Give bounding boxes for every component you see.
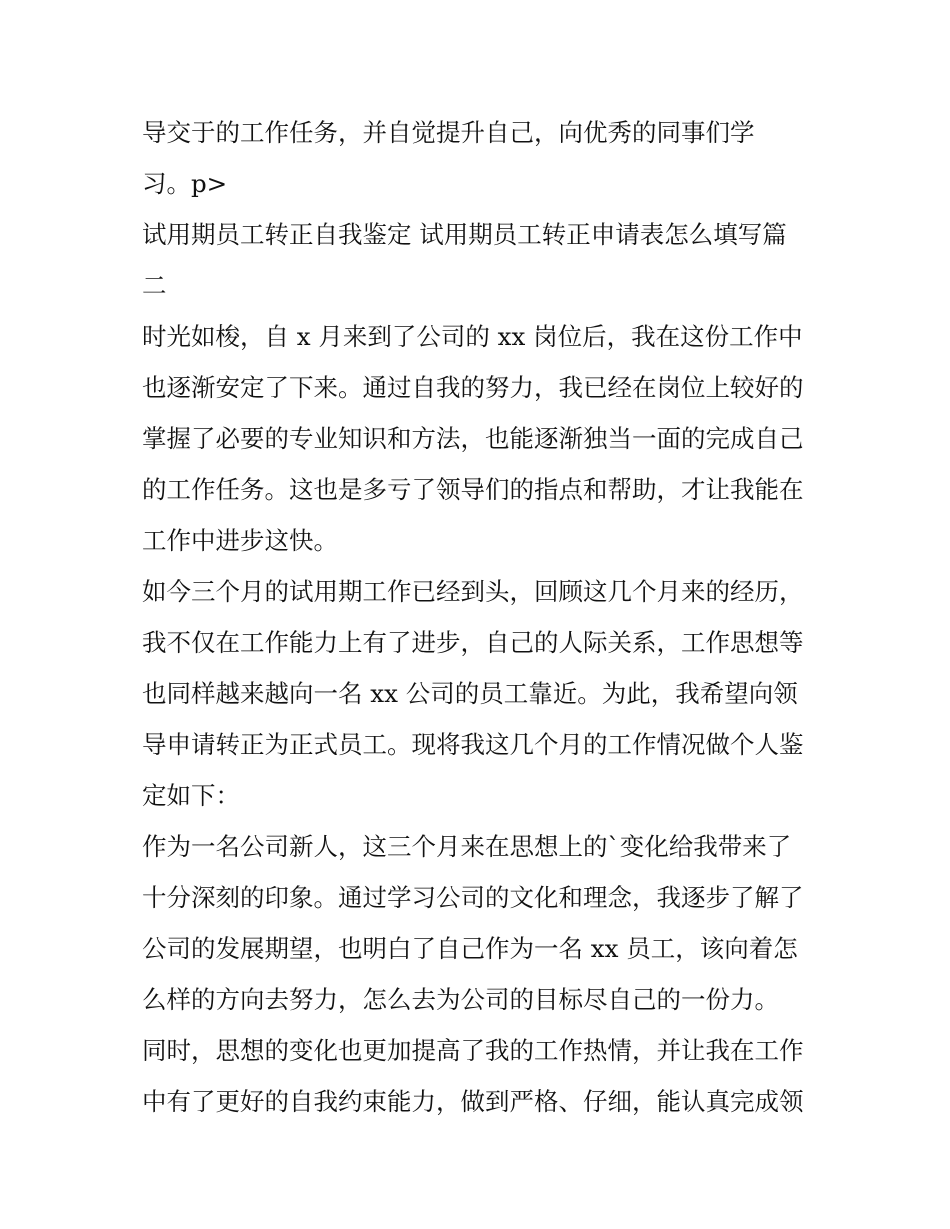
text-line: 也逐渐安定了下来。通过自我的努力，我已经在岗位上较好的	[142, 373, 804, 402]
section-heading-line: 二	[142, 271, 167, 300]
text-line: 同时，思想的变化也更加提高了我的工作热情，并让我在工作	[142, 1036, 804, 1065]
text-line: 也同样越来越向一名 xx 公司的员工靠近。为此，我希望向领	[142, 679, 798, 708]
text-line: 工作中进步这快。	[142, 526, 338, 555]
text-line: 习。p>	[142, 169, 228, 198]
text-line: 作为一名公司新人，这三个月来在思想上的`变化给我带来了	[142, 832, 792, 861]
text-line: 导申请转正为正式员工。现将我这几个月的工作情况做个人鉴	[142, 730, 804, 759]
text-line: 公司的发展期望，也明白了自己作为一名 xx 员工，该向着怎	[142, 934, 798, 963]
text-line: 我不仅在工作能力上有了进步，自己的人际关系，工作思想等	[142, 628, 804, 657]
text-line: 掌握了必要的专业知识和方法，也能逐渐独当一面的完成自己	[142, 424, 804, 453]
text-line: 十分深刻的印象。通过学习公司的文化和理念，我逐步了解了	[142, 883, 804, 912]
section-heading-line: 试用期员工转正自我鉴定 试用期员工转正申请表怎么填写篇	[142, 220, 787, 249]
text-line: 定如下：	[142, 781, 240, 810]
document-body	[142, 107, 822, 1127]
text-line: 时光如梭，自 x 月来到了公司的 xx 岗位后，我在这份工作中	[142, 322, 803, 351]
text-line: 如今三个月的试用期工作已经到头，回顾这几个月来的经历，	[142, 577, 804, 606]
text-line: 中有了更好的自我约束能力，做到严格、仔细，能认真完成领	[142, 1087, 804, 1116]
text-line: 导交于的工作任务，并自觉提升自己，向优秀的同事们学	[142, 118, 755, 147]
text-line: 的工作任务。这也是多亏了领导们的指点和帮助，才让我能在	[142, 475, 804, 504]
text-line: 么样的方向去努力，怎么去为公司的目标尽自己的一份力。	[142, 985, 779, 1014]
